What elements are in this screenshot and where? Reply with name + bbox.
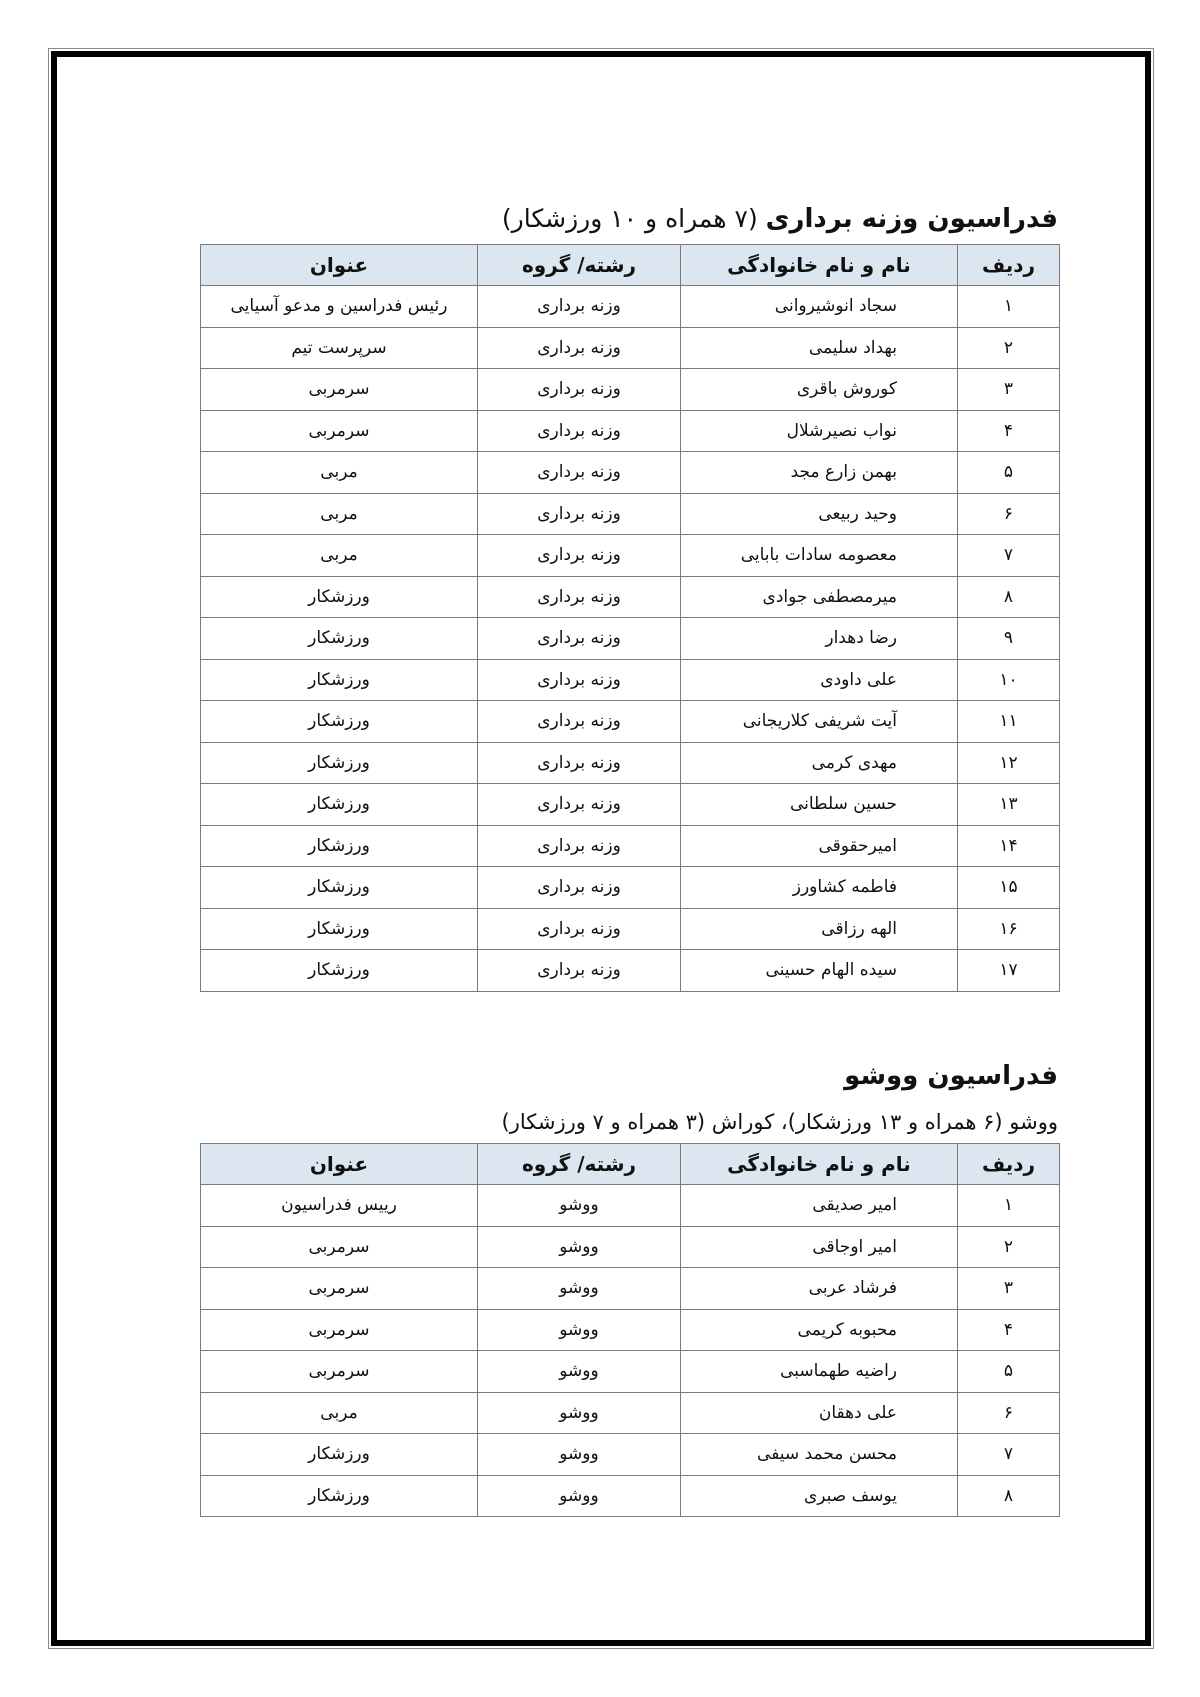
full-name-cell: وحید ربیعی xyxy=(681,493,958,535)
section2-subtitle: ووشو (۶ همراه و ۱۳ ورزشکار)، کوراش (۳ همراه و ۷ ورزشکار) xyxy=(501,1110,1058,1134)
discipline-cell: ووشو xyxy=(478,1268,681,1310)
discipline-cell: وزنه برداری xyxy=(478,286,681,328)
table-row xyxy=(201,1392,1060,1434)
full-name-cell: معصومه سادات بابایی xyxy=(681,535,958,577)
title-cell: ورزشکار xyxy=(201,825,478,867)
row-number-cell: ۴ xyxy=(958,1309,1060,1351)
full-name-cell: راضیه طهماسبی xyxy=(681,1351,958,1393)
title-cell: رییس فدراسیون xyxy=(201,1185,478,1227)
table-row xyxy=(201,659,1060,701)
row-number-cell: ۵ xyxy=(958,452,1060,494)
weightlifting-table xyxy=(200,244,1060,992)
title-cell: ورزشکار xyxy=(201,742,478,784)
discipline-cell: ووشو xyxy=(478,1392,681,1434)
discipline-cell: وزنه برداری xyxy=(478,327,681,369)
discipline-cell: وزنه برداری xyxy=(478,742,681,784)
table-row xyxy=(201,1309,1060,1351)
table-row xyxy=(201,618,1060,660)
row-number-cell: ۱ xyxy=(958,286,1060,328)
weightlifting-table-body xyxy=(201,286,1060,992)
table-row xyxy=(201,1475,1060,1517)
table-row xyxy=(201,576,1060,618)
full-name-cell: مهدی کرمی xyxy=(681,742,958,784)
section2-title xyxy=(844,1060,1058,1092)
title-cell: سرمربی xyxy=(201,369,478,411)
discipline-cell: وزنه برداری xyxy=(478,410,681,452)
table-row xyxy=(201,493,1060,535)
full-name-cell: بهداد سلیمی xyxy=(681,327,958,369)
row-number-cell: ۳ xyxy=(958,1268,1060,1310)
table-row xyxy=(201,452,1060,494)
full-name-cell: امیرحقوقی xyxy=(681,825,958,867)
table-row xyxy=(201,327,1060,369)
title-cell: ورزشکار xyxy=(201,950,478,992)
table-row xyxy=(201,1226,1060,1268)
row-number-cell: ۷ xyxy=(958,1434,1060,1476)
discipline-cell: وزنه برداری xyxy=(478,825,681,867)
full-name-cell: رضا دهدار xyxy=(681,618,958,660)
row-number-cell: ۳ xyxy=(958,369,1060,411)
row-number-cell: ۹ xyxy=(958,618,1060,660)
discipline-cell: وزنه برداری xyxy=(478,659,681,701)
row-number-cell: ۱۰ xyxy=(958,659,1060,701)
title-cell: سرمربی xyxy=(201,1226,478,1268)
title-cell: ورزشکار xyxy=(201,867,478,909)
row-number-cell: ۶ xyxy=(958,1392,1060,1434)
section1-title xyxy=(502,203,1058,235)
table-row xyxy=(201,535,1060,577)
discipline-cell: ووشو xyxy=(478,1226,681,1268)
full-name-cell: میرمصطفی جوادی xyxy=(681,576,958,618)
title-cell: سرمربی xyxy=(201,1268,478,1310)
table-header-row xyxy=(201,1144,1060,1185)
table-row xyxy=(201,742,1060,784)
table-row xyxy=(201,867,1060,909)
discipline-cell: وزنه برداری xyxy=(478,618,681,660)
discipline-cell: وزنه برداری xyxy=(478,950,681,992)
full-name-cell: حسین سلطانی xyxy=(681,784,958,826)
title-cell: ورزشکار xyxy=(201,576,478,618)
table-row xyxy=(201,825,1060,867)
table-row xyxy=(201,1185,1060,1227)
discipline-cell: وزنه برداری xyxy=(478,535,681,577)
title-cell: مربی xyxy=(201,452,478,494)
full-name-cell: علی داودی xyxy=(681,659,958,701)
discipline-cell: ووشو xyxy=(478,1185,681,1227)
title-cell: رئیس فدراسین و مدعو آسیایی xyxy=(201,286,478,328)
title-cell: ورزشکار xyxy=(201,908,478,950)
row-number-cell: ۸ xyxy=(958,1475,1060,1517)
header-full-name: نام و نام خانوادگی xyxy=(681,1144,958,1185)
title-cell: مربی xyxy=(201,1392,478,1434)
row-number-cell: ۱ xyxy=(958,1185,1060,1227)
full-name-cell: یوسف صبری xyxy=(681,1475,958,1517)
title-cell: ورزشکار xyxy=(201,618,478,660)
full-name-cell: فرشاد عربی xyxy=(681,1268,958,1310)
full-name-cell: بهمن زارع مجد xyxy=(681,452,958,494)
full-name-cell: محبوبه کریمی xyxy=(681,1309,958,1351)
full-name-cell: امیر صدیقی xyxy=(681,1185,958,1227)
table-row xyxy=(201,1268,1060,1310)
title-cell: ورزشکار xyxy=(201,701,478,743)
discipline-cell: وزنه برداری xyxy=(478,369,681,411)
title-cell: ورزشکار xyxy=(201,1434,478,1476)
full-name-cell: امیر اوجاقی xyxy=(681,1226,958,1268)
table-row xyxy=(201,1434,1060,1476)
full-name-cell: سیده الهام حسینی xyxy=(681,950,958,992)
section2-title-bold: فدراسیون ووشو xyxy=(844,1061,1058,1091)
table-row xyxy=(201,908,1060,950)
title-cell: سرپرست تیم xyxy=(201,327,478,369)
header-discipline-group: رشته/ گروه xyxy=(478,245,681,286)
title-cell: ورزشکار xyxy=(201,784,478,826)
row-number-cell: ۱۴ xyxy=(958,825,1060,867)
row-number-cell: ۱۳ xyxy=(958,784,1060,826)
header-full-name: نام و نام خانوادگی xyxy=(681,245,958,286)
full-name-cell: کوروش باقری xyxy=(681,369,958,411)
header-row-number: ردیف xyxy=(958,245,1060,286)
row-number-cell: ۱۵ xyxy=(958,867,1060,909)
discipline-cell: ووشو xyxy=(478,1351,681,1393)
title-cell: ورزشکار xyxy=(201,1475,478,1517)
title-cell: ورزشکار xyxy=(201,659,478,701)
title-cell: سرمربی xyxy=(201,1309,478,1351)
header-discipline-group: رشته/ گروه xyxy=(478,1144,681,1185)
discipline-cell: وزنه برداری xyxy=(478,784,681,826)
table-row xyxy=(201,369,1060,411)
table-row xyxy=(201,1351,1060,1393)
row-number-cell: ۲ xyxy=(958,1226,1060,1268)
full-name-cell: سجاد انوشیروانی xyxy=(681,286,958,328)
discipline-cell: وزنه برداری xyxy=(478,493,681,535)
full-name-cell: آیت شریفی کلاریجانی xyxy=(681,701,958,743)
header-row-number: ردیف xyxy=(958,1144,1060,1185)
row-number-cell: ۱۱ xyxy=(958,701,1060,743)
discipline-cell: وزنه برداری xyxy=(478,701,681,743)
full-name-cell: محسن محمد سیفی xyxy=(681,1434,958,1476)
discipline-cell: وزنه برداری xyxy=(478,452,681,494)
wushu-table-body xyxy=(201,1185,1060,1517)
discipline-cell: وزنه برداری xyxy=(478,867,681,909)
full-name-cell: علی دهقان xyxy=(681,1392,958,1434)
title-cell: مربی xyxy=(201,535,478,577)
section1-title-rest: (۷ همراه و ۱۰ ورزشکار) xyxy=(501,204,766,233)
full-name-cell: فاطمه کشاورز xyxy=(681,867,958,909)
discipline-cell: ووشو xyxy=(478,1309,681,1351)
row-number-cell: ۸ xyxy=(958,576,1060,618)
row-number-cell: ۲ xyxy=(958,327,1060,369)
row-number-cell: ۱۷ xyxy=(958,950,1060,992)
discipline-cell: وزنه برداری xyxy=(478,908,681,950)
table-header-row xyxy=(201,245,1060,286)
title-cell: سرمربی xyxy=(201,410,478,452)
title-cell: سرمربی xyxy=(201,1351,478,1393)
row-number-cell: ۴ xyxy=(958,410,1060,452)
discipline-cell: ووشو xyxy=(478,1434,681,1476)
row-number-cell: ۵ xyxy=(958,1351,1060,1393)
discipline-cell: وزنه برداری xyxy=(478,576,681,618)
title-cell: مربی xyxy=(201,493,478,535)
header-title: عنوان xyxy=(201,1144,478,1185)
header-title: عنوان xyxy=(201,245,478,286)
row-number-cell: ۱۲ xyxy=(958,742,1060,784)
table-row xyxy=(201,286,1060,328)
row-number-cell: ۷ xyxy=(958,535,1060,577)
table-row xyxy=(201,701,1060,743)
table-row xyxy=(201,784,1060,826)
full-name-cell: الهه رزاقی xyxy=(681,908,958,950)
row-number-cell: ۶ xyxy=(958,493,1060,535)
row-number-cell: ۱۶ xyxy=(958,908,1060,950)
wushu-table xyxy=(200,1143,1060,1517)
discipline-cell: ووشو xyxy=(478,1475,681,1517)
section1-title-bold: فدراسیون وزنه برداری xyxy=(765,204,1058,234)
full-name-cell: نواب نصیرشلال xyxy=(681,410,958,452)
table-row xyxy=(201,950,1060,992)
table-row xyxy=(201,410,1060,452)
